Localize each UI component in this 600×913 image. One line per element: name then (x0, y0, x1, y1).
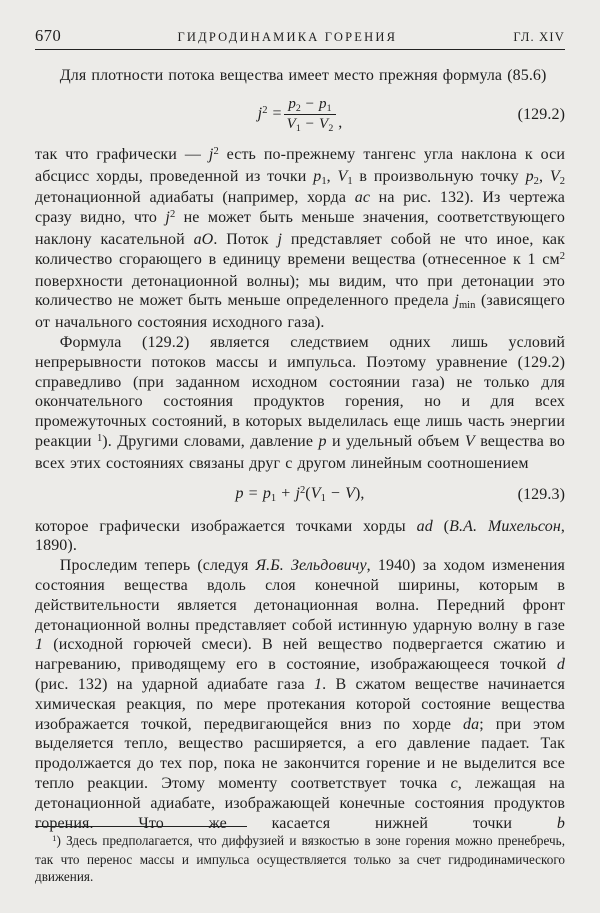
footnote: $^1$) Здесь предполагается, что диффузией и вязкостью в зоне горения можно пренебречь, так что перенос массы и импульса осуществляется только за счет гидродинамического движения. (35, 832, 565, 884)
equation-body: $p = p1 + j^2(V1 - V)$, (235, 484, 365, 504)
footnote-separator (35, 826, 247, 827)
paragraph: которое графически изображается точками хорды ad (В.А. Михельсон, 1890). (35, 517, 565, 555)
fraction-numerator: p2 − p1 (284, 96, 337, 115)
page-header (35, 26, 565, 50)
paragraph: Для плотности потока вещества имеет место прежняя формула (85.6) (59, 67, 547, 84)
fraction-denominator: V1 − V2 (286, 116, 334, 135)
paragraph: Формула (129.2) является следствием одних лишь условий непрерывности потоков массы и импульса. Поэтому уравнение (129.2) справедливо (при заданном исходном состоянии газа) не только для окончательного состояния продуктов горения, но и для всех промежуточных состояний, в которых выделилась еще лишь часть энергии реакции $^1$). Другими словами, давление p и удельный объем V вещества во всех этих состояниях связаны друг с другом линейным соотношением (35, 333, 565, 472)
page-number: 670 (35, 26, 62, 45)
equation-lhs: $j^2$ = (257, 104, 282, 122)
equation-number: (129.2) (517, 105, 565, 123)
equation-number: (129.3) (517, 485, 565, 503)
paragraph: так что графически — $j^2$ есть по-прежнему тангенс угла наклона к оси абсцисс хорды, проведенной из точки p1, V1 в произвольную точку p2, V2 детонационной адиабаты (например, хорда ac на рис. 132). Из чертежа сразу видно, что $j^2$ не может быть меньше значения, соответствующего наклону касательной aO. Поток j представляет собой не что иное, как количество сгорающего в единицу времени вещества (отнесенное к 1 $см^2$ поверхности детонационной волны); мы видим, что при детонации это количество не может быть меньше определенного предела jmin (зависящего от начального состояния исходного газа). (35, 145, 566, 332)
footnote-block (35, 826, 565, 885)
equation-129-2 (35, 93, 565, 137)
paragraph: Проследим теперь (следуя Я.Б. Зельдовичу, 1940) за ходом изменения состояния вещества вдоль слоя конечной ширины, которым в действительности является детонационная волна. Передний фронт детонационной волны представляет собой истинную ударную волну в газе 1 (исходной горючей смеси). В ней вещество подвергается сжатию и нагреванию, приводящему его в состояние, изображающееся точкой d (рис. 132) на ударной адиабате газа 1. В сжатом веществе начинается химическая реакция, по мере протекания которой состояние вещества изображается точкой, передвигающейся вниз по хорде da; при этом выделяется тепло, вещество расширяется, а его давление падает. Так продолжается до тех пор, пока не закончится горение и не выделится все тепло реакции. Этому моменту соответствует точка c, лежащая на детонационной адиабате, изображающей конечные состояния продуктов горения. Что же касается нижней точки b (35, 557, 565, 832)
equation-129-3 (35, 483, 565, 507)
running-title: ГИДРОДИНАМИКА ГОРЕНИЯ (177, 30, 398, 44)
chapter-label: ГЛ. XIV (513, 30, 565, 44)
fraction (284, 96, 337, 134)
equation-tail: , (338, 114, 343, 131)
page-body (35, 66, 565, 833)
